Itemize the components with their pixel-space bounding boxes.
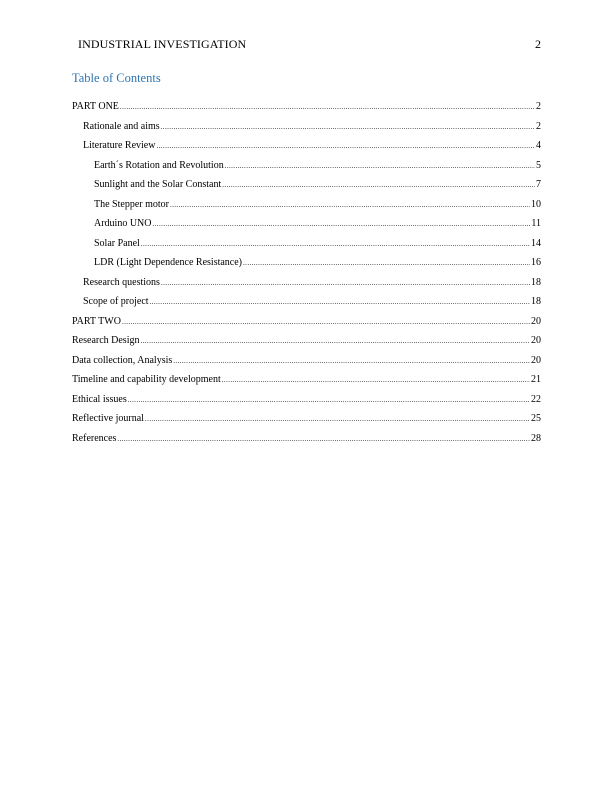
toc-entry[interactable] [72,412,541,426]
toc-entry[interactable] [83,120,541,134]
toc-dot-leader [222,373,530,387]
toc-entry[interactable] [72,432,541,446]
toc-dot-leader [117,432,530,446]
toc-entry[interactable] [94,159,541,173]
toc-entry-page: 22 [531,394,541,405]
toc-entry-page: 21 [531,374,541,385]
toc-entry[interactable] [72,393,541,407]
toc-entry-label: Ethical issues [72,394,127,405]
toc-entry-page: 16 [531,257,541,268]
toc-entry-page: 2 [536,101,541,112]
toc-dot-leader [161,276,530,290]
toc-entry-label: References [72,433,117,444]
toc-dot-leader [225,159,535,173]
toc-entry[interactable] [72,315,541,329]
toc-dot-leader [243,256,530,270]
toc-entry-page: 20 [531,316,541,327]
toc-entry-label: Research Design [72,335,140,346]
toc-entry-label: Earth´s Rotation and Revolution [94,160,224,171]
toc-dot-leader [173,354,530,368]
toc-dot-leader [120,100,535,114]
toc-entry[interactable] [94,256,541,270]
toc-entry-label: Timeline and capability development [72,374,221,385]
toc-entry-page: 4 [536,140,541,151]
toc-entry-page: 20 [531,335,541,346]
toc-entry[interactable] [83,139,541,153]
toc-entry[interactable] [72,100,541,114]
toc-entry-label: PART ONE [72,101,119,112]
toc-entry-page: 20 [531,355,541,366]
toc-dot-leader [222,178,535,192]
toc-dot-leader [122,315,530,329]
toc-entry-label: Rationale and aims [83,121,160,132]
page-header [78,37,541,51]
toc-entry-page: 7 [536,179,541,190]
toc-dot-leader [153,217,531,231]
toc-entry[interactable] [94,237,541,251]
toc-entry-label: Sunlight and the Solar Constant [94,179,222,190]
toc-dot-leader [161,120,535,134]
toc-entry-label: Arduino UNO [94,218,152,229]
toc-entry-page: 2 [536,121,541,132]
toc-dot-leader [140,334,530,348]
toc-entry-label: Solar Panel [94,238,140,249]
toc-entry-page: 10 [531,199,541,210]
toc-dot-leader [145,412,530,426]
toc-dot-leader [156,139,535,153]
toc-entry-page: 18 [531,296,541,307]
toc-entry-page: 25 [531,413,541,424]
toc-entry[interactable] [94,178,541,192]
toc-entry-label: Scope of project [83,296,149,307]
toc-entry-label: Reflective journal [72,413,144,424]
toc-dot-leader [128,393,530,407]
toc-entry-label: LDR (Light Dependence Resistance) [94,257,243,268]
toc-dot-leader [141,237,530,251]
toc-heading: Table of Contents [72,71,161,85]
toc-entry[interactable] [72,373,541,387]
toc-entry-label: The Stepper motor [94,199,169,210]
toc-entry[interactable] [83,276,541,290]
toc-entry-page: 14 [531,238,541,249]
toc-entry-label: PART TWO [72,316,121,327]
toc-dot-leader [170,198,530,212]
page-number: 2 [535,37,541,51]
toc-entry[interactable] [94,198,541,212]
toc-entry[interactable] [72,334,541,348]
toc-entry[interactable] [83,295,541,309]
toc-entry-label: Data collection, Analysis [72,355,173,366]
toc-entry-page: 18 [531,277,541,288]
toc-entry-page: 5 [536,160,541,171]
toc-entry-page: 11 [531,218,541,229]
toc-entry[interactable] [94,217,541,231]
toc-entry-page: 28 [531,433,541,444]
toc-entry-label: Literature Review [83,140,156,151]
toc-entry-label: Research questions [83,277,160,288]
running-head-title: INDUSTRIAL INVESTIGATION [78,37,247,51]
toc-dot-leader [150,295,530,309]
toc-entry[interactable] [72,354,541,368]
